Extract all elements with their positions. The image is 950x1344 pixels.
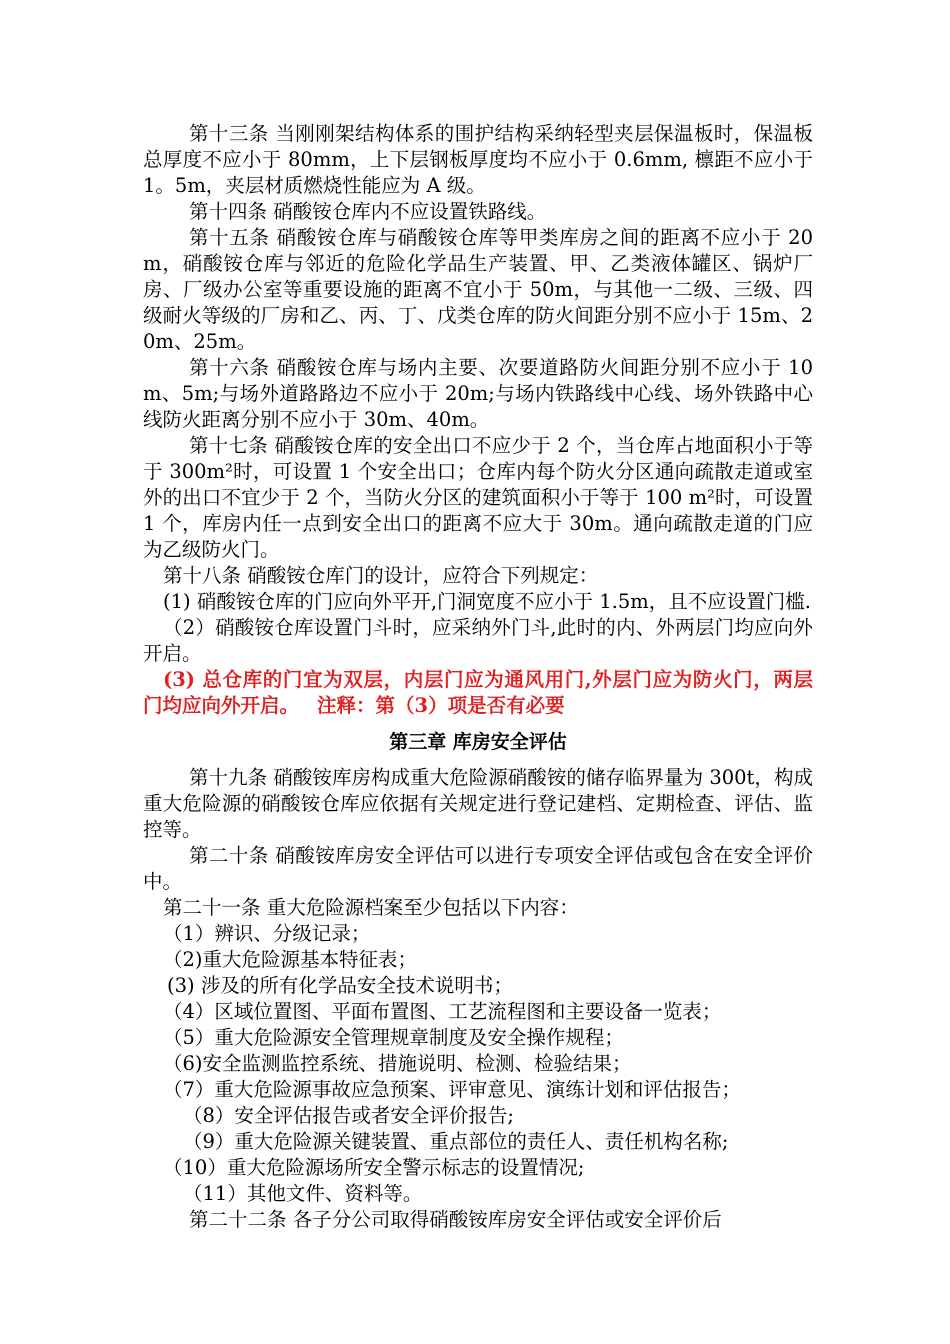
list-item: （5）重大危险源安全管理规章制度及安全操作规程； <box>163 1026 624 1049</box>
article-15: 第十五条 硝酸铵仓库与硝酸铵仓库等甲类库房之间的距离不应小于 20m，硝酸铵仓库与邻近的危险化学品生产装置、甲、乙类液体罐区、锅炉厂房、厂级办公室等重要设施的距离不宜小于 50m，与其他一二级、三级、四级耐火等级的厂房和乙、丙、丁、戊类仓库的防火间距分别不应小于 15m、20m、25m。 <box>143 226 813 353</box>
article-19: 第十九条 硝酸铵库房构成重大危险源硝酸铵的储存临界量为 300t，构成重大危险源的硝酸铵仓库应依据有关规定进行登记建档、定期检查、评估、监控等。 <box>143 766 813 841</box>
annotation-note: 注释：第（3）项是否有必要 <box>317 694 565 717</box>
article-17: 第十七条 硝酸铵仓库的安全出口不应少于 2 个，当仓库占地面积小于等于 300m²时，可设置 1 个安全出口；仓库内每个防火分区通向疏散走道或室外的出口不宜少于 2 个，当防火分区的建筑面积小于等于 100 m²时，可设置 1 个，库房内任一点到安全出口的距离不应大于 30m。通向疏散走道的门应为乙级防火门。 <box>143 434 813 561</box>
list-item: (3) 涉及的所有化学品安全技术说明书； <box>167 974 513 997</box>
article-14: 第十四条 硝酸铵仓库内不应设置铁路线。 <box>189 200 547 223</box>
list-item: （8）安全评估报告或者安全评价报告; <box>183 1104 514 1127</box>
article-20: 第二十条 硝酸铵库房安全评估可以进行专项安全评估或包含在安全评价中。 <box>143 844 813 893</box>
list-item: （10）重大危险源场所安全警示标志的设置情况; <box>163 1156 585 1179</box>
article-22: 第二十二条 各子分公司取得硝酸铵库房安全评估或安全评价后 <box>189 1208 722 1231</box>
list-item: （4）区域位置图、平面布置图、工艺流程图和主要设备一览表； <box>163 1000 722 1023</box>
chapter-heading: 第三章 库房安全评估 <box>389 731 567 753</box>
list-item: （11）其他文件、资料等。 <box>183 1182 423 1205</box>
article-16: 第十六条 硝酸铵仓库与场内主要、次要道路防火间距分别不应小于 10m、5m;与场外道路路边不应小于 20m;与场内铁路线中心线、场外铁路中心线防火距离分别不应小于 30m、40m。 <box>143 356 813 431</box>
article-18: 第十八条 硝酸铵仓库门的设计，应符合下列规定： <box>163 564 599 587</box>
list-item: （1）辨识、分级记录； <box>163 922 371 945</box>
article-21: 第二十一条 重大危险源档案至少包括以下内容： <box>163 896 579 919</box>
article-21-list <box>143 921 813 1207</box>
list-item: （2)重大危险源基本特征表； <box>163 948 418 971</box>
list-item: （7）重大危险源事故应急预案、评审意见、演练计划和评估报告； <box>163 1078 741 1101</box>
article-18-item-1: (1) 硝酸铵仓库的门应向外平开,门洞宽度不应小于 1.5m，且不应设置门槛. <box>163 590 811 613</box>
article-18-item-2: （2）硝酸铵仓库设置门斗时，应采纳外门斗,此时的内、外两层门均应向外开启。 <box>143 616 813 665</box>
article-13: 第十三条 当刚刚架结构体系的围护结构采纳轻型夹层保温板时，保温板总厚度不应小于 80mm，上下层钢板厚度均不应小于 0.6mm, 檩距不应小于 1。5m，夹层材质燃烧性能应为 A 级。 <box>143 122 813 197</box>
article-18-item-3-text: (3) 总仓库的门宜为双层，内层门应为通风用门,外层门应为防火门，两层门均应向外开启。 <box>143 668 813 717</box>
list-item: （9）重大危险源关键装置、重点部位的责任人、责任机构名称; <box>183 1130 729 1153</box>
article-18-item-3 <box>143 667 813 719</box>
document-body <box>143 121 813 1233</box>
list-item: （6)安全监测监控系统、措施说明、检测、检验结果； <box>163 1052 632 1075</box>
